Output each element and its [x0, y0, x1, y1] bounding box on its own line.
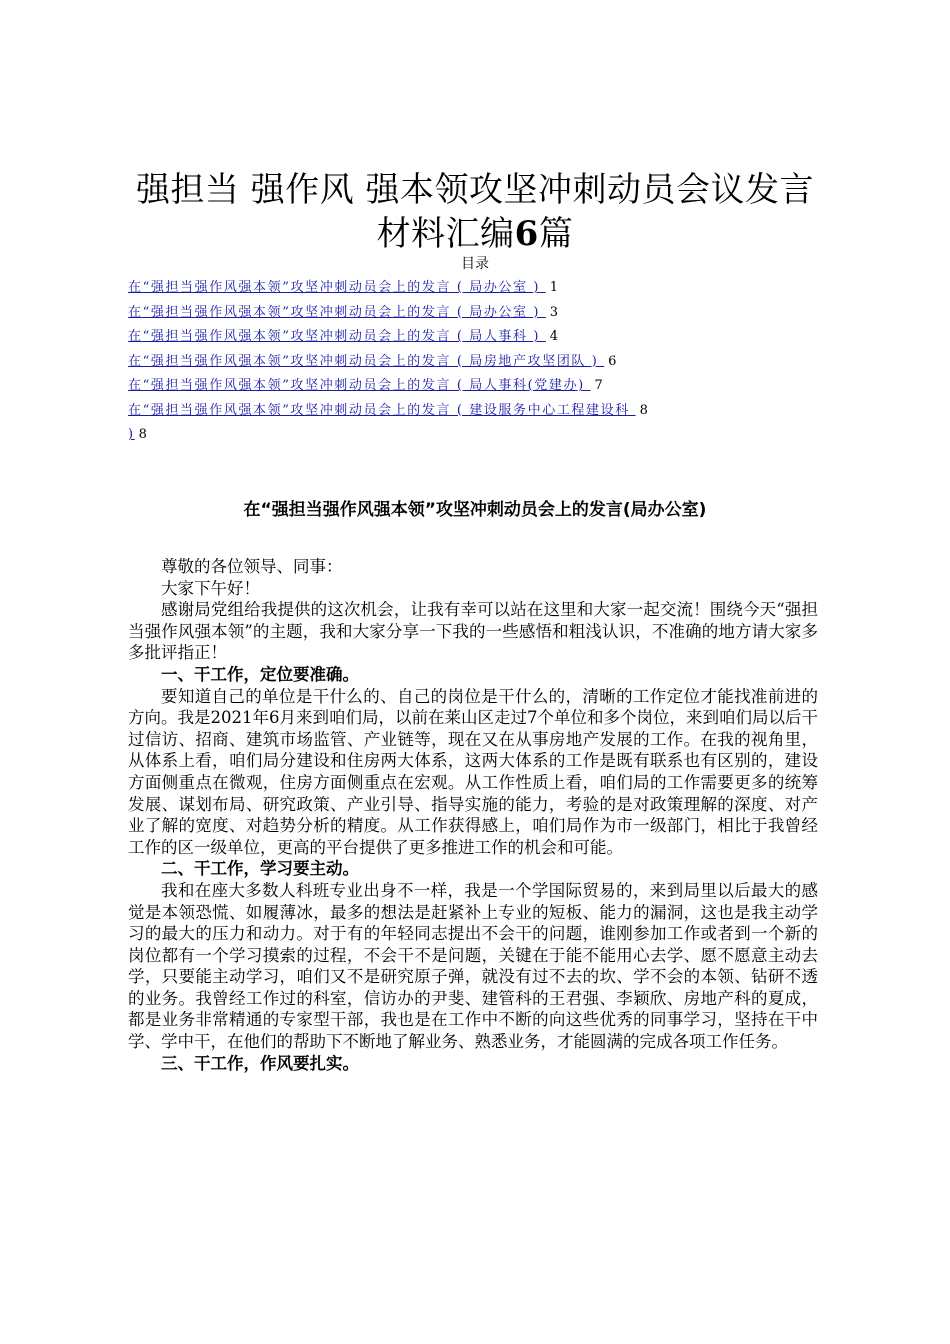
body-paragraph: 我和在座大多数人科班专业出身不一样，我是一个学国际贸易的，来到局里以后最大的感觉是本领恐慌、如履薄冰，最多的想法是赶紧补上专业的短板、能力的漏洞，这也是我主动学习的最大的压力和动力。对于有的年轻同志提出不会干的问题，谁刚参加工作或者到一个新的岗位都有一个学习摸索的过程，不会干不是问题，关键在于能不能用心去学、愿不愿意主动去学，只要能主动学习，咱们又不是研究原子弹，就没有过不去的坎、学不会的本领、钻研不透的业务。我曾经工作过的科室，信访办的尹斐、建管科的王君强、李颖欣、房地产科的夏成，都是业务非常精通的专家型干部，我也是在工作中不断的向这些优秀的同事学习，坚持在干中学、学中干，在他们的帮助下不断地了解业务、熟悉业务，才能圆满的完成各项工作任务。: [128, 880, 818, 1052]
body-paragraph: 尊敬的各位领导、同事：: [161, 557, 343, 576]
section-heading: 三、干工作，作风要扎实。: [161, 1053, 359, 1073]
document-title-line2: [100, 212, 850, 256]
document-title: [100, 168, 850, 256]
body-paragraph: 要知道自己的单位是干什么的、自己的岗位是干什么的，清晰的工作定位才能找准前进的方向。我是2021年6月来到咱们局，以前在莱山区走过7个单位和多个岗位，来到咱们局以后干过信访、招商、建筑市场监管、产业链等，现在又在从事房地产发展的工作。在我的视角里，从体系上看，咱们局分建设和住房两大体系，这两大体系的工作是既有联系也有区别的，建设方面侧重点在微观，住房方面侧重点在宏观。从工作性质上看，咱们局的工作需要更多的统筹发展、谋划布局、研究政策、产业引导、指导实施的能力，考验的是对政策理解的深度、对产业了解的宽度、对趋势分析的精度。从工作获得感上，咱们局作为市一级部门，相比于我曾经工作的区一级单位，更高的平台提供了更多推进工作的机会和可能。: [128, 686, 818, 857]
toc-entry-page-number: 8: [639, 402, 648, 418]
toc-entry[interactable]: [128, 350, 748, 375]
speech-body: [128, 556, 818, 1074]
toc-entry-page-number: 3: [549, 304, 559, 320]
toc-entry-page-number: 7: [594, 378, 603, 393]
toc-entry-link[interactable]: 在“强担当强作风强本领”攻坚冲刺动员会上的发言 ( 局人事科 ): [128, 329, 546, 344]
toc-entry[interactable]: [128, 301, 748, 326]
toc-entry[interactable]: [128, 423, 748, 448]
document-title-count: 6: [514, 214, 539, 254]
document-title-line2-suffix: 篇: [538, 214, 574, 254]
section-heading: 一、干工作，定位要准确。: [161, 664, 359, 684]
toc-entry-link[interactable]: 在“强担当强作风强本领”攻坚冲刺动员会上的发言 ( 局办公室 ): [128, 280, 546, 295]
body-paragraph: 大家下午好！: [161, 578, 260, 598]
document-title-line2-text: 材料汇编: [376, 214, 515, 254]
toc-entry[interactable]: [128, 374, 748, 399]
toc-entry[interactable]: [128, 399, 748, 424]
toc-entry-link[interactable]: 在“强担当强作风强本领”攻坚冲刺动员会上的发言 ( 局人事科(党建办): [128, 378, 591, 393]
toc-entry-page-number: 8: [138, 427, 147, 442]
toc-entry-link[interactable]: 在“强担当强作风强本领”攻坚冲刺动员会上的发言 ( 局房地产攻坚团队 ): [128, 353, 605, 369]
toc-entry[interactable]: [128, 325, 748, 350]
section-heading: 二、干工作，学习要主动。: [161, 859, 359, 879]
toc-entry-page-number: 6: [608, 353, 617, 369]
document-title-line1: 强担当 强作风 强本领攻坚冲刺动员会议发言: [135, 170, 815, 210]
toc-entry-page-number: 1: [549, 280, 559, 295]
toc-heading: 目录: [461, 256, 489, 272]
toc-entry-page-number: 4: [549, 329, 559, 344]
table-of-contents: [128, 276, 748, 448]
toc-entry-link[interactable]: 在“强担当强作风强本领”攻坚冲刺动员会上的发言 ( 建设服务中心工程建设科: [128, 402, 636, 418]
body-paragraph: 感谢局党组给我提供的这次机会，让我有幸可以站在这里和大家一起交流！围绕今天“强担当强作风强本领”的主题，我和大家分享一下我的一些感悟和粗浅认识，不准确的地方请大家多多批评指正！: [128, 600, 818, 663]
toc-entry[interactable]: [128, 276, 748, 301]
section-title: 在“强担当强作风强本领”攻坚冲刺动员会上的发言(局办公室): [243, 500, 707, 520]
toc-entry-link[interactable]: 在“强担当强作风强本领”攻坚冲刺动员会上的发言 ( 局办公室 ): [128, 304, 546, 320]
toc-entry-link[interactable]: ): [128, 427, 135, 442]
